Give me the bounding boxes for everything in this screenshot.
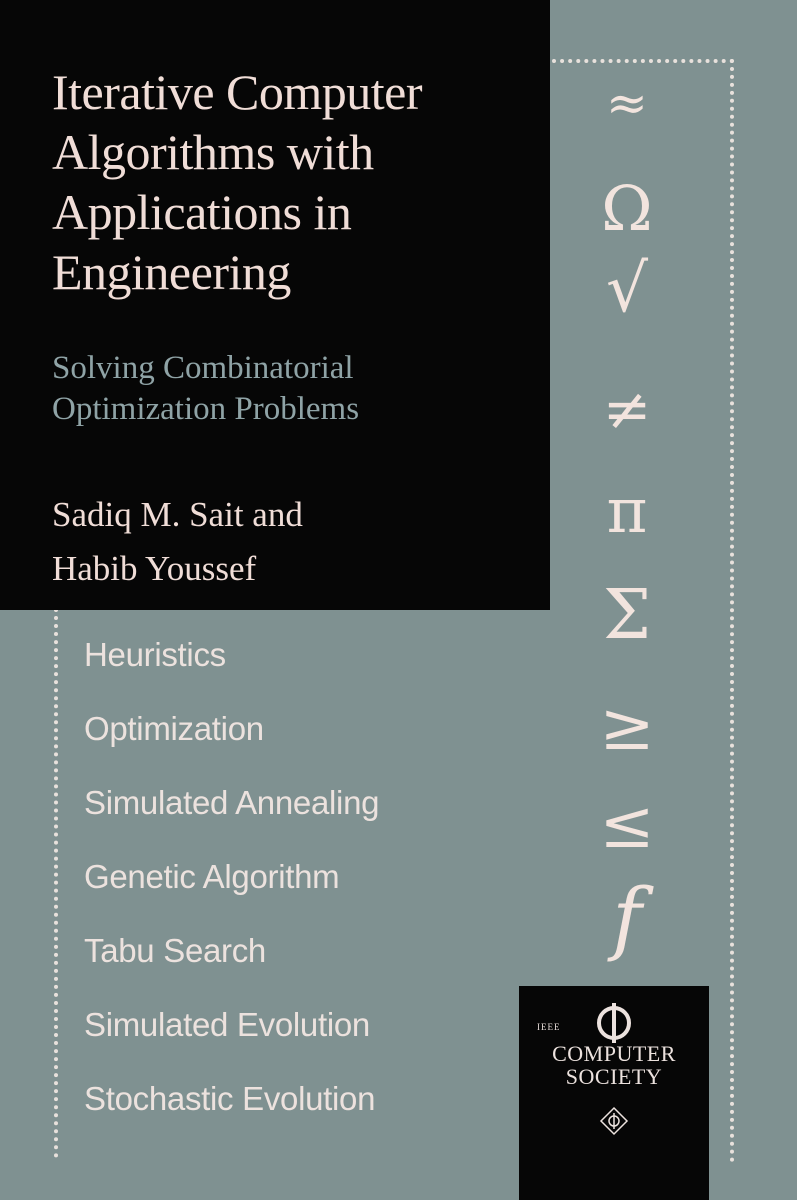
topic-item: Optimization [84,710,264,747]
approx-symbol: ≈ [606,74,648,132]
author-line: Habib Youssef [52,549,257,588]
topic-item: Tabu Search [84,932,266,969]
pi-symbol: π [606,474,648,547]
omega-symbol: Ω [601,172,653,245]
title-line: Engineering [52,244,291,300]
subtitle-line: Optimization Problems [52,391,360,427]
author-line: Sadiq M. Sait and [52,495,303,534]
subtitle-line: Solving Combinatorial [52,350,354,386]
greater-equal-symbol: ≥ [599,688,655,765]
topic-item: Stochastic Evolution [84,1080,376,1117]
ieee-mini-logo-icon [599,1106,629,1136]
topic-item: Genetic Algorithm [84,858,340,895]
not-equal-symbol: ≠ [602,375,652,443]
topic-item: Simulated Evolution [84,1006,370,1043]
sigma-symbol: Σ [602,576,652,655]
publisher-small-label: IEEE [537,1022,561,1032]
math-symbol-column [552,70,730,970]
dotted-border-left [54,608,58,1158]
title-line: Algorithms with [52,124,374,180]
book-subtitle [52,348,542,430]
ieee-logo-icon [591,1000,637,1046]
title-line: Iterative Computer [52,64,423,120]
publisher-name-line: COMPUTER [552,1041,676,1066]
publisher-name-line: SOCIETY [565,1064,663,1089]
title-block [0,0,550,610]
book-title [52,62,542,302]
function-symbol: f [612,871,642,964]
publisher-badge [519,986,709,1200]
topic-item: Heuristics [84,636,226,673]
title-line: Applications in [52,184,352,240]
publisher-name [519,1042,709,1088]
book-authors [52,488,542,596]
sqrt-symbol: √ [605,250,649,327]
less-equal-symbol: ≤ [599,786,655,863]
topic-item: Simulated Annealing [84,784,380,821]
